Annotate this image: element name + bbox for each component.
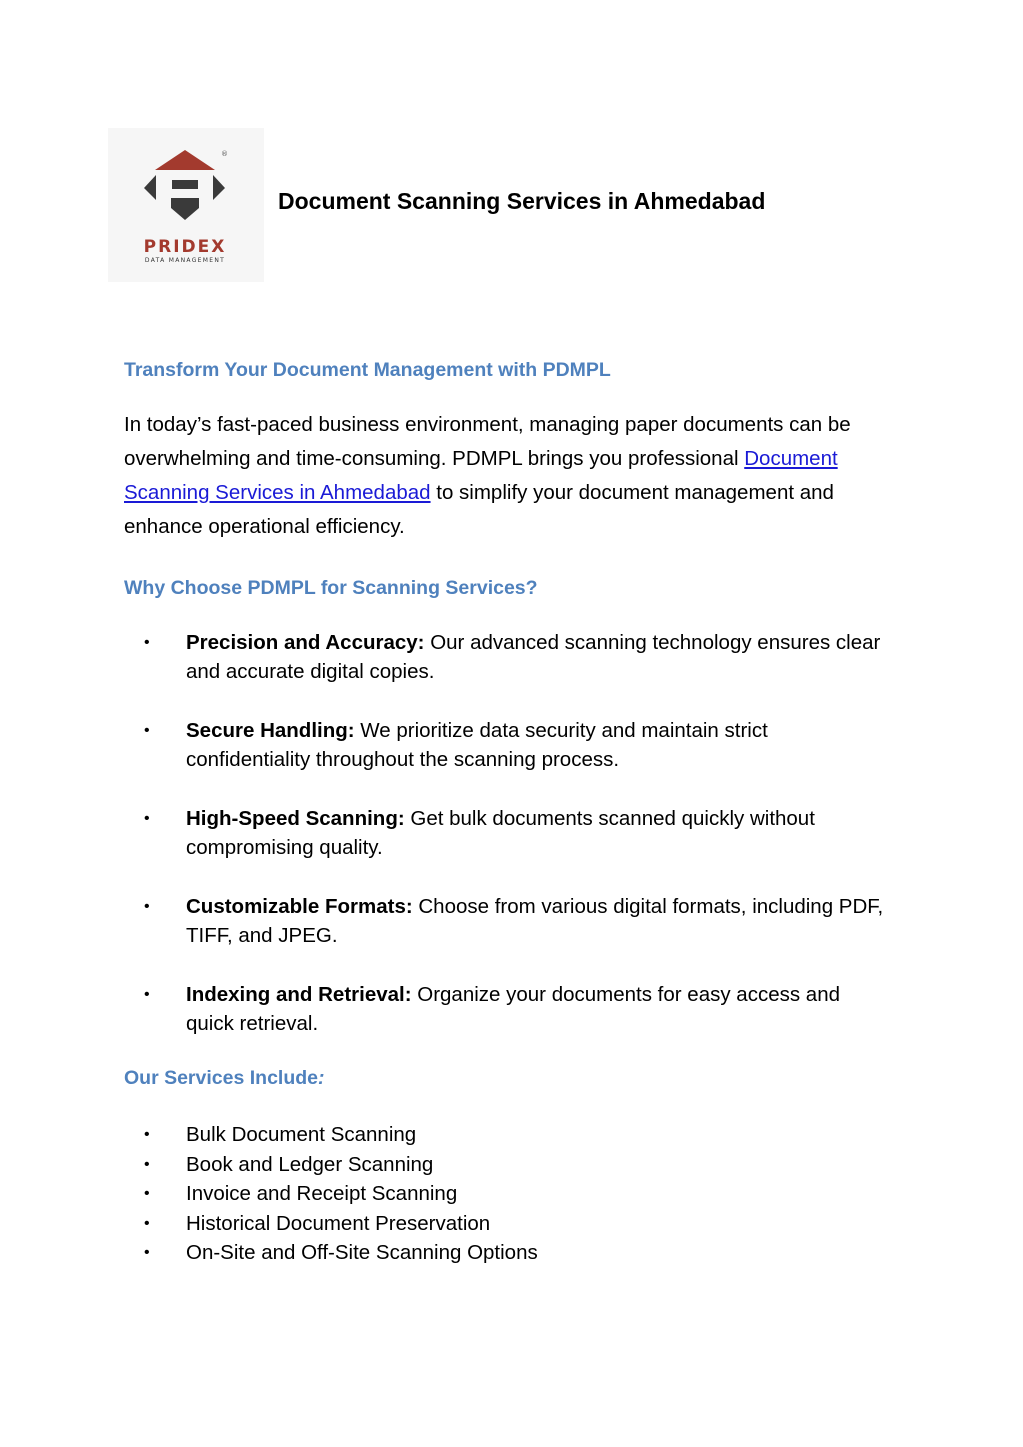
bullet-icon: • [144, 722, 150, 739]
logo-center-bar [172, 180, 198, 189]
service-item [124, 1179, 884, 1209]
bullet-icon: • [144, 1185, 150, 1202]
service-label: On-Site and Off-Site Scanning Options [186, 1241, 538, 1264]
bullet-icon: • [144, 634, 150, 651]
service-label: Historical Document Preservation [186, 1211, 491, 1235]
service-label: Book and Ledger Scanning [186, 1152, 434, 1176]
logo-left-arrow [144, 175, 156, 200]
services-heading [124, 1064, 884, 1092]
features-list [124, 628, 884, 1038]
bullet-icon: • [144, 1155, 150, 1173]
transform-heading: Transform Your Document Management with PDMPL [124, 359, 611, 381]
logo-registered-mark: ® [221, 150, 228, 158]
logo-roof-shape [155, 150, 215, 170]
logo-bottom-arrow [171, 198, 199, 220]
logo-tagline-text: DATA MANAGEMENT [144, 257, 226, 264]
service-item [124, 1150, 884, 1180]
logo-right-arrow [213, 175, 225, 200]
pridex-logo [108, 128, 264, 282]
bullet-icon: • [144, 898, 150, 915]
feature-item [124, 716, 884, 774]
intro-text-before-link: In today’s fast-paced business environment, managing paper documents can be overwhelming and time-consuming. PDMPL brings you professional [124, 413, 851, 470]
bullet-icon: • [144, 1244, 150, 1261]
service-item [124, 1209, 884, 1239]
feature-title: Precision and Accuracy: [186, 631, 425, 654]
intro-text-after-link: to simplify your document management and enhance operational efficiency. [124, 481, 834, 538]
logo-brand-text: PRIDEX [143, 237, 227, 257]
services-heading-text: Our Services Include [124, 1067, 319, 1089]
feature-text: We prioritize data security and maintain strict confidentiality throughout the scanning process. [186, 719, 768, 771]
feature-item [124, 804, 884, 862]
page-title: Document Scanning Services in Ahmedabad [278, 188, 766, 214]
feature-title: Customizable Formats: [186, 895, 413, 918]
pridex-logo-icon [108, 128, 264, 282]
feature-title: Secure Handling: [186, 719, 355, 742]
feature-text: Choose from various digital formats, including PDF, TIFF, and JPEG. [186, 895, 884, 947]
intro-paragraph [124, 408, 884, 544]
service-item [124, 1238, 884, 1268]
document-scanning-link[interactable]: Document Scanning Services in Ahmedabad [124, 447, 838, 504]
document-body [124, 356, 884, 1268]
feature-item [124, 628, 884, 686]
feature-title: High-Speed Scanning: [186, 807, 405, 830]
feature-item [124, 980, 884, 1038]
services-heading-colon: : [318, 1067, 325, 1089]
feature-text: Get bulk documents scanned quickly without compromising quality. [186, 807, 815, 859]
bullet-icon: • [144, 1214, 150, 1232]
bullet-icon: • [144, 986, 150, 1003]
service-label: Invoice and Receipt Scanning [186, 1182, 458, 1205]
service-label: Bulk Document Scanning [186, 1123, 417, 1146]
services-list [124, 1120, 884, 1268]
why-choose-heading: Why Choose PDMPL for Scanning Services? [124, 577, 538, 599]
feature-title: Indexing and Retrieval: [186, 983, 412, 1006]
bullet-icon: • [144, 810, 150, 827]
service-item [124, 1120, 884, 1150]
bullet-icon: • [144, 1126, 150, 1143]
feature-text: Organize your documents for easy access and quick retrieval. [186, 983, 841, 1035]
feature-text: Our advanced scanning technology ensures clear and accurate digital copies. [186, 631, 881, 683]
feature-item [124, 892, 884, 950]
